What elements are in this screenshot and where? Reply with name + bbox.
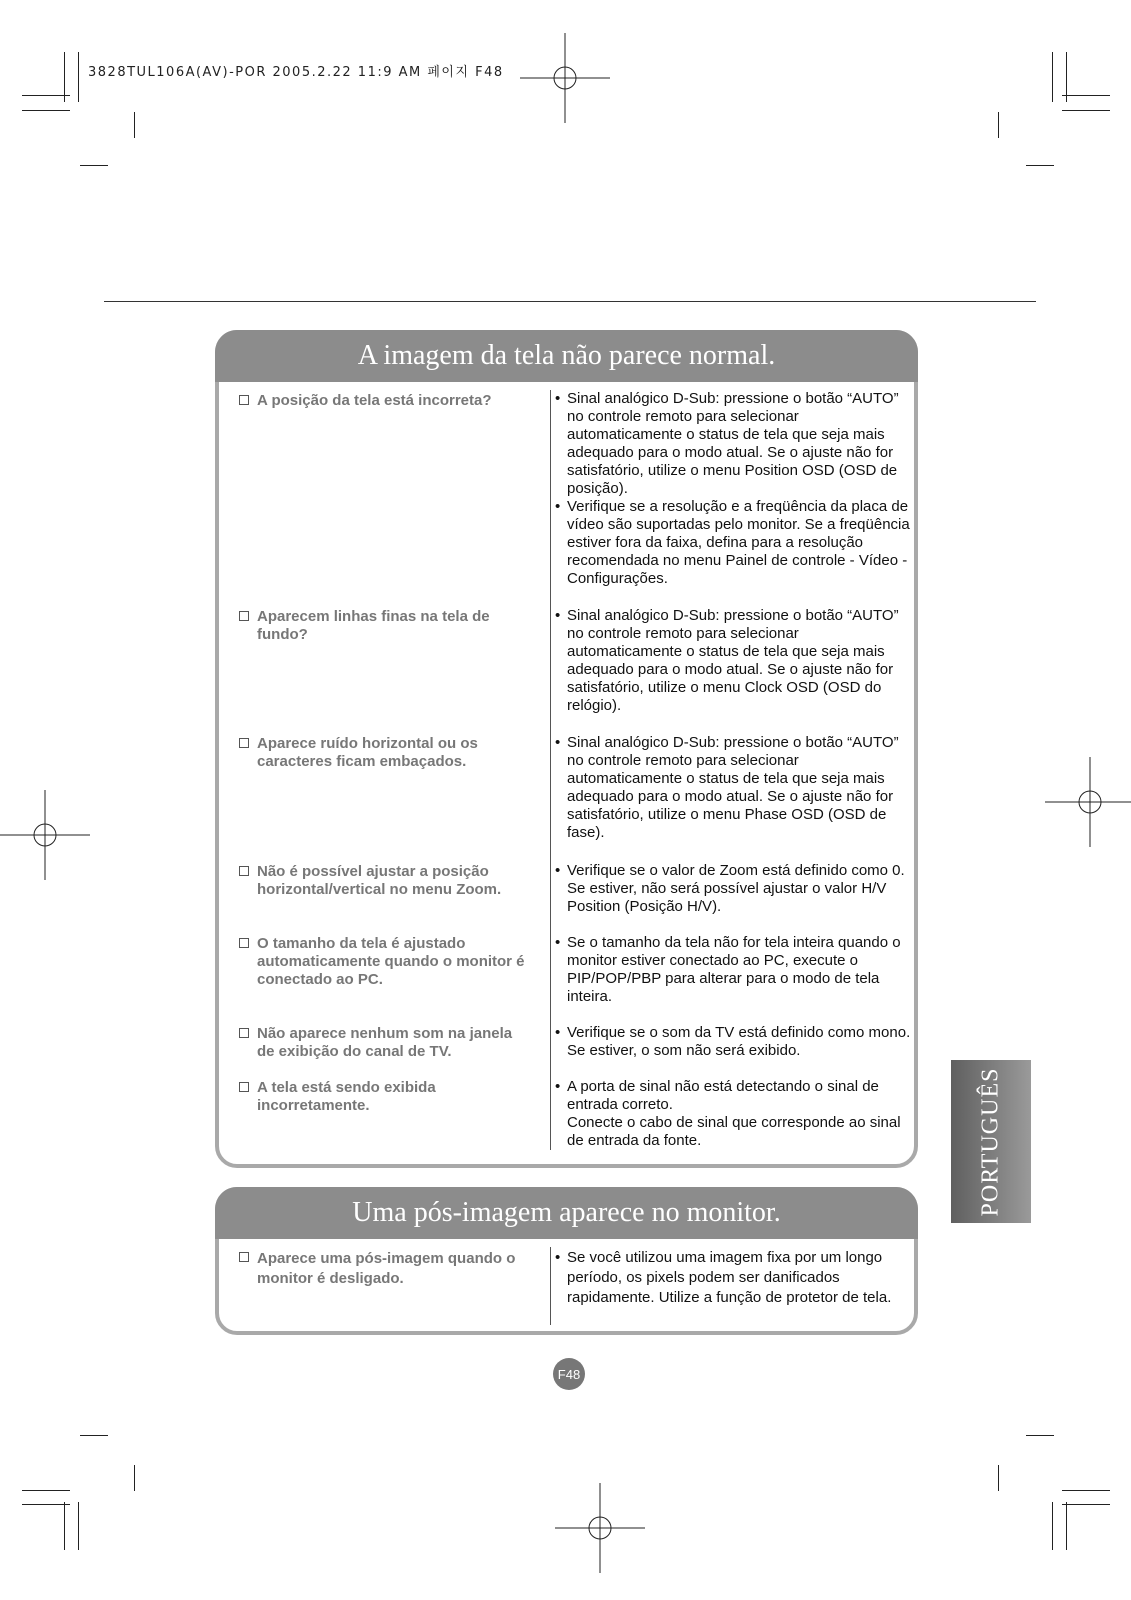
answer-item: • Sinal analógico D-Sub: pressione o botão “AUTO” no controle remoto para selecionar automaticamente o status de tela que seja mais adequado para o modo atual. Se o ajuste não for satisfatório, utilize o menu Phase OSD (OSD de fase).	[555, 734, 917, 842]
answer	[555, 734, 917, 842]
question: Aparece ruído horizontal ou os caracteres ficam embaçados.	[239, 735, 529, 771]
question: O tamanho da tela é ajustado automaticamente quando o monitor é conectado ao PC.	[239, 935, 529, 989]
answer-item: • Sinal analógico D-Sub: pressione o botão “AUTO” no controle remoto para selecionar automaticamente o status de tela que seja mais adequado para o modo atual. Se o ajuste não for satisfatório, utilize o menu Clock OSD (OSD do relógio).	[555, 607, 917, 715]
section-title: A imagem da tela não parece normal.	[215, 330, 918, 382]
question: A posição da tela está incorreta?	[239, 392, 529, 410]
column-divider	[550, 1247, 551, 1325]
section-screen-abnormal	[215, 330, 918, 1168]
answer	[555, 607, 917, 715]
answer	[555, 1078, 917, 1150]
question: Aparecem linhas finas na tela de fundo?	[239, 608, 529, 644]
question: Não aparece nenhum som na janela de exibição do canal de TV.	[239, 1025, 529, 1061]
answer	[555, 862, 917, 916]
answer-item: • Verifique se o valor de Zoom está definido como 0. Se estiver, não será possível ajustar o valor H/V Position (Posição H/V).	[555, 862, 917, 916]
question: A tela está sendo exibida incorretamente.	[239, 1079, 529, 1115]
checkbox-icon	[239, 1082, 249, 1092]
answer	[555, 1248, 917, 1308]
checkbox-icon	[239, 611, 249, 621]
language-tab	[951, 1060, 1031, 1223]
checkbox-icon	[239, 866, 249, 876]
registration-mark-top	[520, 33, 610, 123]
section-afterimage	[215, 1187, 918, 1335]
page-number: F48	[553, 1358, 585, 1390]
answer-note: Conecte o cabo de sinal que corresponde ao sinal de entrada da fonte.	[567, 1114, 901, 1149]
print-header: 3828TUL106A(AV)-POR 2005.2.22 11:9 AM 페이지 F48	[88, 65, 504, 80]
answer-item: • Verifique se a resolução e a freqüência da placa de vídeo são suportadas pelo monitor. Se a freqüência estiver fora da faixa, defina para a resolução recomendada no menu Painel de controle - Vídeo - Configurações.	[555, 498, 917, 588]
question: Aparece uma pós-imagem quando o monitor é desligado.	[239, 1249, 529, 1289]
section-title: Uma pós-imagem aparece no monitor.	[215, 1187, 918, 1239]
column-divider	[550, 390, 551, 1150]
answer-item: • A porta de sinal não está detectando o sinal de entrada correto.	[555, 1078, 917, 1114]
registration-mark-left	[0, 790, 90, 880]
checkbox-icon	[239, 938, 249, 948]
top-rule	[104, 301, 1036, 302]
answer-item: • Sinal analógico D-Sub: pressione o botão “AUTO” no controle remoto para selecionar automaticamente o status de tela que seja mais adequado para o modo atual. Se o ajuste não for satisfatório, utilize o menu Position OSD (OSD de posição).	[555, 390, 917, 498]
checkbox-icon	[239, 395, 249, 405]
answer	[555, 934, 917, 1006]
answer-item: • Se você utilizou uma imagem fixa por um longo período, os pixels podem ser danificados rapidamente. Utilize a função de protetor de tela.	[555, 1248, 917, 1308]
checkbox-icon	[239, 1028, 249, 1038]
checkbox-icon	[239, 738, 249, 748]
answer	[555, 1024, 917, 1060]
registration-mark-right	[1045, 757, 1131, 847]
question: Não é possível ajustar a posição horizontal/vertical no menu Zoom.	[239, 863, 529, 899]
answer	[555, 390, 917, 588]
answer-item: • Se o tamanho da tela não for tela inteira quando o monitor estiver conectado ao PC, execute o PIP/POP/PBP para alterar para o modo de tela inteira.	[555, 934, 917, 1006]
registration-mark-bottom	[555, 1483, 645, 1573]
checkbox-icon	[239, 1252, 249, 1262]
answer-item: • Verifique se o som da TV está definido como mono. Se estiver, o som não será exibido.	[555, 1024, 917, 1060]
language-label: PORTUGUÊS	[977, 1067, 1004, 1216]
